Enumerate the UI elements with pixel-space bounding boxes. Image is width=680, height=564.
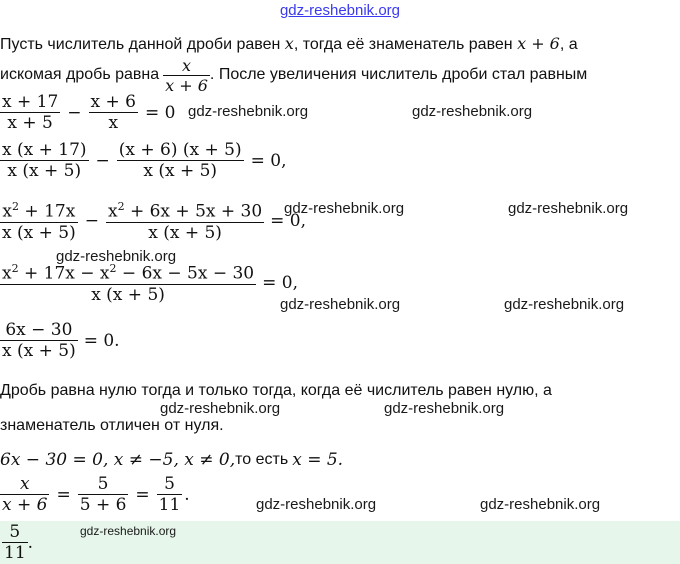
answer-denominator: 11: [4, 543, 26, 563]
eq7-equals-2: =: [135, 484, 150, 505]
eq3-minus: −: [84, 211, 99, 232]
watermark: gdz-reshebnik.org: [280, 296, 401, 313]
eq2-minus: −: [95, 150, 110, 171]
fraction-numerator: x: [182, 55, 192, 75]
eq7-fraction-3: [157, 474, 183, 515]
eq1-fraction-1: [0, 92, 60, 133]
eq7-equals-1: =: [56, 484, 71, 505]
intro-line-1-pre: Пусть числитель данной дроби равен: [0, 36, 285, 53]
watermark: gdz-reshebnik.org: [56, 248, 177, 265]
eq6-expr: 6x − 30 = 0, x ≠ −5, x ≠ 0,: [0, 450, 236, 470]
eq2-fraction-2: [117, 140, 244, 181]
intro-line-1: [0, 34, 578, 54]
eq1-rhs: = 0: [145, 102, 176, 123]
answer-fraction: [2, 522, 28, 563]
intro-line-1-mid: , тогда её знаменатель равен: [293, 36, 518, 53]
equation-7: [0, 474, 190, 515]
eq7-f1-numerator: x: [19, 474, 30, 494]
watermark: gdz-reshebnik.org: [80, 524, 177, 538]
intro-line-2-post: . После увеличения числитель дроби стал равным: [209, 66, 588, 83]
eq4-numerator: $x^2 + 17x - x^2 - 6x - 5x - 30$: [2, 262, 255, 284]
eq7-f1-denominator: x + 6: [2, 495, 48, 515]
watermark: gdz-reshebnik.org: [188, 103, 309, 120]
eq6-result: x = 5.: [292, 450, 344, 470]
eq2-fraction-1: [0, 140, 89, 181]
eq7-end: .: [184, 484, 190, 505]
eq1-f2-numerator: x + 6: [90, 92, 136, 112]
watermark: gdz-reshebnik.org: [504, 296, 625, 313]
watermark: gdz-reshebnik.org: [412, 103, 533, 120]
eq4-rhs: = 0,: [262, 273, 298, 294]
var-x: x: [284, 34, 294, 53]
eq7-f3-denominator: 11: [158, 495, 181, 515]
answer-numerator: 5: [9, 522, 21, 542]
fraction-x-over-x-plus-6: [163, 56, 210, 95]
eq6-text: то есть: [235, 451, 289, 468]
denominator-expr: x + 6: [517, 34, 560, 53]
eq3-f2-numerator: $x^2 + 6x + 5x + 30$: [107, 200, 263, 222]
eq1-minus: −: [67, 102, 82, 123]
eq1-f1-numerator: x + 17: [2, 92, 59, 112]
eq2-f2-numerator: (x + 6) (x + 5): [118, 140, 242, 160]
eq1-fraction-2: [89, 92, 138, 133]
intro-line-1-post: , а: [559, 36, 578, 53]
eq3-rhs: = 0,: [270, 211, 307, 232]
eq3-fraction-1: [0, 200, 78, 243]
equation-5: [0, 320, 120, 361]
eq7-fraction-2: [78, 474, 129, 515]
eq3-fraction-2: [106, 200, 264, 243]
eq4-fraction: [0, 262, 256, 305]
condition-line-2: знаменатель отличен от нуля.: [0, 417, 224, 434]
eq5-numerator: 6x − 30: [5, 320, 73, 340]
answer-end: .: [27, 532, 34, 553]
eq5-fraction: [0, 320, 78, 361]
watermark: gdz-reshebnik.org: [508, 200, 629, 217]
equation-2: [0, 140, 287, 181]
equation-6: [0, 450, 343, 470]
intro-line-2-pre: искомая дробь равна: [0, 66, 160, 83]
watermark: gdz-reshebnik.org: [480, 496, 601, 513]
eq7-f3-numerator: 5: [164, 474, 175, 494]
eq2-f2-denominator: x (x + 5): [117, 160, 244, 181]
eq3-f1-denominator: x (x + 5): [2, 222, 76, 243]
fraction-denominator: x + 6: [165, 75, 208, 95]
intro-line-2: [0, 56, 587, 94]
eq2-rhs: = 0,: [250, 150, 287, 171]
eq5-rhs: = 0.: [83, 330, 120, 351]
site-header-link[interactable]: gdz-reshebnik.org: [279, 2, 401, 19]
watermark: gdz-reshebnik.org: [160, 400, 281, 417]
eq2-f1-numerator: x (x + 17): [2, 140, 87, 160]
eq5-denominator: x (x + 5): [2, 341, 76, 361]
eq7-f2-denominator: 5 + 6: [79, 495, 127, 515]
equation-4: [0, 262, 298, 305]
condition-line-1: Дробь равна нулю тогда и только тогда, когда её числитель равен нулю, а: [0, 382, 552, 399]
watermark: gdz-reshebnik.org: [256, 496, 377, 513]
eq3-f2-denominator: x (x + 5): [106, 222, 264, 243]
equation-3: [0, 200, 306, 243]
eq7-fraction-1: [0, 474, 49, 515]
eq3-f1-numerator: $x^2 + 17x$: [2, 200, 76, 222]
eq4-denominator: x (x + 5): [0, 284, 256, 305]
equation-1: [0, 92, 175, 133]
eq2-f1-denominator: x (x + 5): [0, 160, 89, 181]
watermark: gdz-reshebnik.org: [384, 400, 505, 417]
eq7-f2-numerator: 5: [97, 474, 109, 494]
eq1-f1-denominator: x + 5: [0, 112, 60, 133]
eq1-f2-denominator: x: [89, 112, 138, 133]
watermark: gdz-reshebnik.org: [284, 200, 405, 217]
answer: [2, 522, 33, 563]
